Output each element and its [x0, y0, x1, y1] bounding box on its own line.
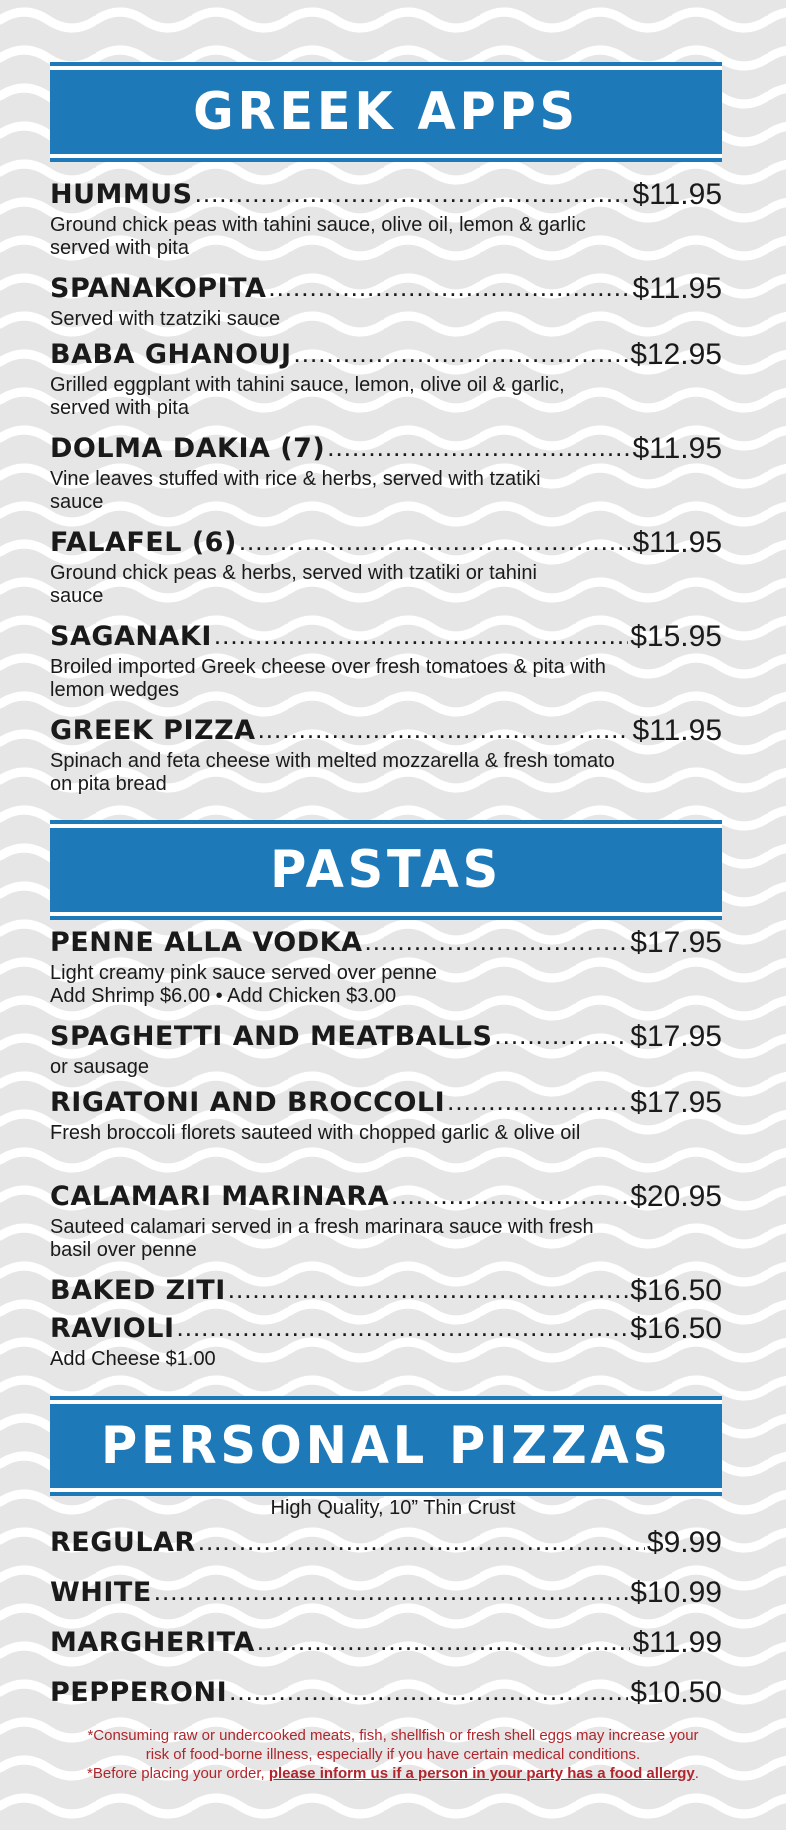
section-title: PASTAS — [270, 840, 502, 900]
menu-item — [50, 1526, 722, 1576]
item-name: WHITE — [50, 1577, 152, 1608]
item-description: Add Cheese $1.00 — [50, 1348, 216, 1370]
item-name: DOLMA DAKIA (7) — [50, 433, 326, 464]
notice-prefix: *Before placing your order, — [87, 1765, 269, 1782]
menu-item — [50, 526, 722, 620]
notice-line-2: risk of food-borne illness, especially if you have certain medical conditions. — [145, 1746, 641, 1763]
pastas-list — [50, 926, 722, 1378]
item-description: Vine leaves stuffed with rice & herbs, served with tzatiki sauce — [50, 468, 541, 513]
item-name: CALAMARI MARINARA — [50, 1181, 390, 1212]
item-price: $9.99 — [646, 1526, 722, 1559]
item-name: HUMMUS — [50, 179, 193, 210]
item-description: Sauteed calamari served in a fresh marinara sauce with fresh basil over penne — [50, 1216, 594, 1261]
dot-leader — [294, 336, 629, 370]
personal-pizzas-banner — [50, 1396, 722, 1496]
item-name: SAGANAKI — [50, 621, 212, 652]
greek-apps-banner — [50, 62, 722, 162]
item-name: SPAGHETTI AND MEATBALLS — [50, 1021, 493, 1052]
dot-leader — [198, 1524, 645, 1558]
item-price: $17.95 — [630, 1086, 722, 1119]
dot-leader — [268, 270, 630, 304]
allergy-warning: please inform us if a person in your party has a food allergy — [268, 1765, 695, 1782]
dot-leader — [239, 524, 631, 558]
item-price: $11.95 — [632, 432, 722, 465]
item-description: Spinach and feta cheese with melted mozzarella & fresh tomato on pita bread — [50, 750, 615, 795]
item-description: Grilled eggplant with tahini sauce, lemon, olive oil & garlic, served with pita — [50, 374, 565, 419]
item-price: $11.99 — [632, 1626, 722, 1659]
menu-item — [50, 1676, 722, 1726]
menu-item — [50, 1180, 722, 1274]
greek-apps-list — [50, 178, 722, 808]
dot-leader — [154, 1574, 628, 1608]
dot-leader — [257, 1624, 631, 1658]
item-price: $15.95 — [630, 620, 722, 653]
item-price: $11.95 — [632, 178, 722, 211]
dot-leader — [327, 430, 630, 464]
menu-item — [50, 178, 722, 272]
item-name: SPANAKOPITA — [50, 273, 267, 304]
item-name: MARGHERITA — [50, 1627, 255, 1658]
item-description: or sausage — [50, 1056, 149, 1078]
menu-item — [50, 1626, 722, 1676]
item-price: $11.95 — [632, 272, 722, 305]
dot-leader — [258, 712, 631, 746]
section-title: GREEK APPS — [193, 82, 579, 142]
pastas-banner — [50, 820, 722, 920]
item-price: $11.95 — [632, 714, 722, 747]
notice-line-1: *Consuming raw or undercooked meats, fish, shellfish or fresh shell eggs may increase your — [87, 1727, 699, 1744]
dot-leader — [229, 1674, 628, 1708]
menu-item — [50, 432, 722, 526]
menu-item — [50, 1020, 722, 1086]
dot-leader — [177, 1310, 629, 1344]
dot-leader — [364, 924, 628, 958]
item-name: GREEK PIZZA — [50, 715, 256, 746]
item-name: REGULAR — [50, 1527, 196, 1558]
item-price: $12.95 — [630, 338, 722, 371]
item-price: $17.95 — [630, 1020, 722, 1053]
item-name: FALAFEL (6) — [50, 527, 237, 558]
dot-leader — [447, 1084, 628, 1118]
item-name: RIGATONI AND BROCCOLI — [50, 1087, 446, 1118]
item-description: Served with tzatziki sauce — [50, 308, 281, 330]
notice-suffix: . — [694, 1765, 699, 1782]
menu-item — [50, 1312, 722, 1378]
item-name: RAVIOLI — [50, 1313, 175, 1344]
notice-line-3 — [0, 1764, 786, 1783]
item-description: Broiled imported Greek cheese over fresh tomatoes & pita with lemon wedges — [50, 656, 606, 701]
dot-leader — [391, 1178, 628, 1212]
menu-item — [50, 1086, 722, 1180]
menu-item — [50, 338, 722, 432]
item-price: $10.50 — [630, 1676, 722, 1709]
item-price: $11.95 — [632, 526, 722, 559]
menu-item — [50, 1576, 722, 1626]
dot-leader — [228, 1272, 628, 1306]
item-price: $16.50 — [630, 1274, 722, 1307]
item-addons: Add Shrimp $6.00 • Add Chicken $3.00 — [50, 985, 397, 1007]
menu-item — [50, 1274, 722, 1312]
menu-item — [50, 714, 722, 808]
pizzas-list — [50, 1526, 722, 1726]
pizza-subtitle: High Quality, 10” Thin Crust — [270, 1497, 516, 1519]
dot-leader — [195, 176, 631, 210]
item-price: $16.50 — [630, 1312, 722, 1345]
item-price: $20.95 — [630, 1180, 722, 1213]
item-description: Ground chick peas with tahini sauce, olive oil, lemon & garlic served with pita — [50, 214, 586, 259]
item-description: Ground chick peas & herbs, served with tzatiki or tahini sauce — [50, 562, 537, 607]
item-name: BAKED ZITI — [50, 1275, 226, 1306]
item-price: $10.99 — [630, 1576, 722, 1609]
section-title: PERSONAL PIZZAS — [100, 1416, 672, 1476]
item-description: Fresh broccoli florets sauteed with chopped garlic & olive oil — [50, 1122, 581, 1144]
menu-item — [50, 620, 722, 714]
item-description: Light creamy pink sauce served over penne — [50, 962, 437, 984]
menu-item — [50, 272, 722, 338]
menu-item — [50, 926, 722, 1020]
dot-leader — [494, 1018, 628, 1052]
food-safety-notice — [0, 1726, 786, 1783]
dot-leader — [214, 618, 628, 652]
item-name: PEPPERONI — [50, 1677, 228, 1708]
item-name: BABA GHANOUJ — [50, 339, 292, 370]
item-name: PENNE ALLA VODKA — [50, 927, 363, 958]
item-price: $17.95 — [630, 926, 722, 959]
